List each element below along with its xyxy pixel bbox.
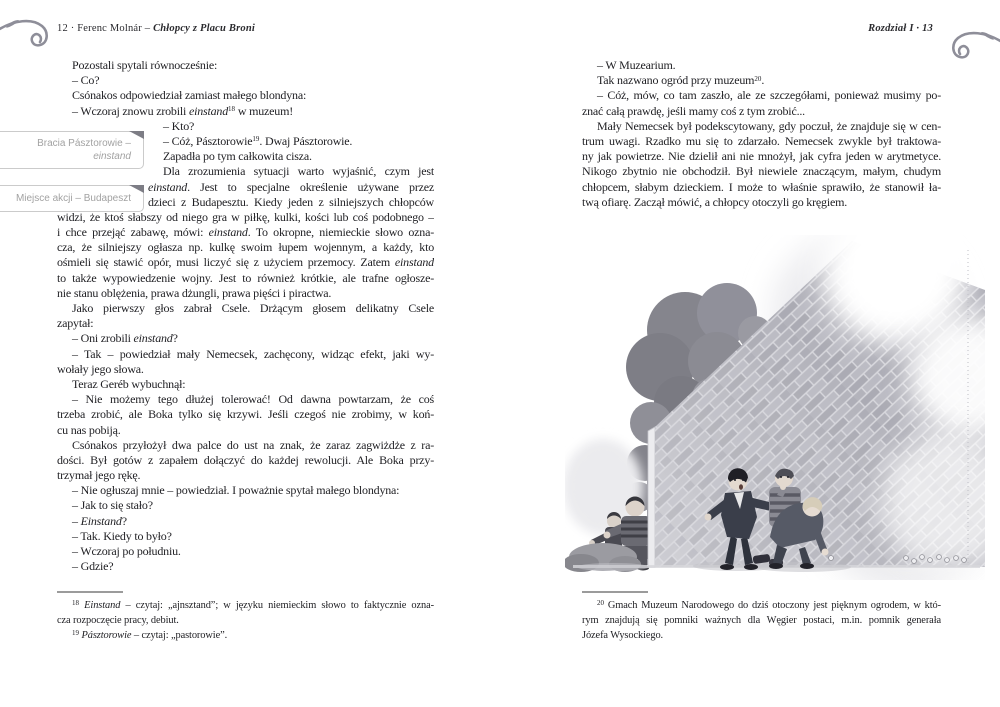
right-page-header	[868, 23, 933, 34]
margin-note-line: Bracia Pásztorowie –	[37, 138, 131, 149]
chapter-header: Rozdział I · 13	[868, 23, 933, 34]
paragraph	[582, 58, 941, 73]
text-segment: . To okropne, niemieckie słowo ozna-	[247, 225, 434, 240]
paragraph	[582, 73, 941, 88]
text-line	[57, 104, 434, 119]
text-line	[582, 195, 941, 210]
text-line	[148, 134, 434, 149]
text-line	[582, 58, 941, 73]
text-line	[57, 392, 434, 407]
text-segment: . Jest to specjalne określenie używane przez	[187, 179, 434, 194]
text-segment: .	[761, 73, 765, 88]
text-line	[582, 598, 941, 613]
flourish-right-icon	[944, 30, 1000, 64]
text-line	[57, 613, 434, 628]
flourish-left-icon	[0, 18, 56, 52]
text-segment: – Nie ogłuszaj mnie – powiedział. I poważnie spytał małego blondyna:	[72, 483, 400, 498]
text-segment: – Wczoraj po południu.	[72, 544, 181, 558]
text-segment: Zapadła po tym całkowita cisza.	[163, 149, 312, 164]
text-line	[582, 149, 941, 164]
text-segment: Pásztorowie	[79, 630, 132, 641]
text-line	[57, 514, 434, 529]
text-line	[57, 453, 434, 468]
paragraph	[57, 544, 434, 559]
text-line	[57, 423, 434, 438]
footnote-reference: 18	[72, 598, 79, 607]
text-line	[582, 134, 941, 149]
paragraph	[57, 88, 434, 103]
paragraph	[57, 529, 434, 544]
text-line	[582, 180, 941, 195]
paragraph	[57, 559, 434, 574]
left-footnote-divider	[57, 591, 123, 593]
text-line	[57, 58, 434, 73]
text-line	[57, 331, 434, 346]
paragraph	[582, 88, 941, 118]
paragraph	[582, 119, 941, 210]
text-segment: Einstand	[79, 600, 121, 611]
text-segment: Dla zrozumienia sytuacji warto wyjaśnić, czym jest	[163, 164, 434, 179]
text-segment: Einstand	[80, 513, 122, 528]
text-line	[57, 483, 434, 498]
text-segment: – Nie możemy tego dłużej tolerować! Od dawna powtarzam, że coś	[72, 392, 434, 407]
paragraph	[57, 73, 434, 88]
text-segment: trum uwagi. Rzadko mu się to zdarzało. Nemecsek zwykle był traktowa-	[582, 133, 941, 148]
text-segment: . Dwaj Pásztorowie.	[259, 133, 353, 148]
text-segment: w muzeum!	[235, 103, 293, 118]
paragraph	[582, 598, 941, 643]
text-segment: ośmieli się stawić opór, musi liczyć się z użyciem przemocy. Zatem	[57, 255, 395, 270]
text-segment: Pozostali spytali równocześnie:	[72, 58, 218, 72]
text-segment: – Tak – powiedział mały Nemecsek, zachęcony, widząc efekt, jaki wy-	[72, 346, 434, 361]
text-segment: dości. Był gotów z zapałem dołączyć do każdej rewolucji. Ale Boka przy-	[57, 452, 434, 467]
text-line	[57, 255, 434, 270]
text-line	[57, 598, 434, 613]
text-line	[57, 438, 434, 453]
text-segment: Mały Nemecsek był podekscytowany, gdy poczuł, że znajduje się w cen-	[597, 118, 941, 133]
text-line	[148, 119, 434, 134]
paragraph	[57, 483, 434, 498]
text-segment: Gmach Muzeum Narodowego do dziś otoczony jest pięknym ogrodem, w któ-	[604, 600, 941, 611]
illustration-boys-at-wall	[565, 235, 985, 580]
text-line	[57, 468, 434, 483]
text-line	[57, 88, 434, 103]
paragraph	[57, 392, 434, 438]
text-segment: – Tak. Kiedy to było?	[72, 528, 172, 543]
text-segment: chłopcem, słabym dzieckiem. I może to właśnie sprawiło, że stanowił ła-	[582, 179, 941, 194]
paragraph	[57, 347, 434, 377]
text-line	[57, 240, 434, 255]
text-segment: zapytał:	[57, 316, 94, 331]
right-footnote-divider	[582, 591, 648, 593]
text-segment: ny jak powietrze. Nie dzielił ani nie mnożył, jak cyfra jeden w arytmetyce.	[582, 149, 941, 164]
margin-note-line: einstand	[93, 151, 131, 162]
text-line	[57, 529, 434, 544]
text-segment: – Kto?	[163, 118, 195, 133]
paragraph	[57, 438, 434, 484]
text-segment: twą ofiarę. Zaczął mówić, a chłopcy otoczyli go kręgiem.	[582, 194, 848, 209]
text-segment: – czytaj: „pastorowie”.	[131, 630, 228, 641]
paragraph	[57, 377, 434, 392]
text-segment: ?	[172, 331, 178, 346]
text-line	[57, 301, 434, 316]
paragraph	[57, 598, 434, 628]
text-segment: – Cóż, mów, co tam zaszło, ale ze szczegółami, ponieważ musimy po-	[597, 88, 941, 103]
text-line	[57, 362, 434, 377]
text-line	[57, 210, 434, 225]
paragraph	[57, 498, 434, 513]
left-header-prefix: 12 · Ferenc Molnár –	[57, 23, 154, 34]
text-segment: to także wypowiedzenie wojny. Jest to również krótkie, ale trafne ogłosze-	[57, 270, 434, 285]
text-line	[582, 119, 941, 134]
text-segment: znać całą prawdę, jeśli mamy coś z tym zrobić...	[582, 103, 805, 118]
footnote-reference: 18	[228, 105, 236, 114]
left-page-header	[57, 23, 255, 34]
text-line	[57, 271, 434, 286]
text-segment: cza, że silniejszy ogłasza np. kulkę swoim łupem wojennym, a każdy, kto	[57, 240, 434, 255]
text-segment: –	[72, 513, 81, 528]
paragraph	[57, 58, 434, 73]
footnote-reference: 19	[72, 628, 79, 637]
text-segment: cu nas pobiją.	[57, 422, 121, 437]
book-title: Chłopcy z Placu Broni	[153, 23, 255, 34]
text-segment: nie stanu oblężenia, prawa dżungli, prawa pięści i piractwa.	[57, 285, 332, 300]
footnote-reference: 20	[754, 74, 762, 83]
paragraph	[57, 331, 434, 346]
text-segment: – Oni zrobili	[72, 331, 134, 346]
margin-note-line: Miejsce akcji – Budapeszt	[15, 193, 131, 204]
text-segment: wołały jego słowa.	[57, 361, 144, 376]
text-line	[582, 628, 941, 643]
text-segment: Nikogo zbytnio nie obchodził. Był niewiele znaczącym, małym, chudym	[582, 164, 941, 179]
text-line	[57, 628, 434, 643]
text-segment: Józefa Wysockiego.	[582, 630, 664, 641]
margin-note-wrap-spacer	[57, 119, 148, 209]
text-segment: einstand	[394, 255, 434, 270]
text-segment: – W Muzearium.	[597, 58, 676, 72]
text-line	[148, 164, 434, 179]
text-line	[582, 104, 941, 119]
text-line	[57, 347, 434, 362]
text-segment: ?	[121, 513, 127, 528]
text-segment: Csónakos odpowiedział zamiast małego blondyna:	[72, 88, 307, 103]
text-line	[57, 544, 434, 559]
text-segment: trzeba zrobić, ale Boka tylko się krzywi. Jeśli czegoś nie zrobimy, w koń-	[57, 407, 434, 422]
text-line	[57, 316, 434, 331]
text-segment: Tak nazwano ogród przy muzeum	[597, 73, 755, 88]
left-footnotes	[57, 598, 434, 643]
text-segment: Jako pierwszy głos zabrał Csele. Drżącym głosem delikatny Csele	[72, 301, 434, 315]
text-line	[57, 225, 434, 240]
left-body-top	[57, 58, 434, 119]
left-page-body	[57, 58, 434, 574]
footnote-reference: 20	[597, 598, 604, 607]
paragraph	[57, 514, 434, 529]
text-segment: cza rozpoczęcie pracy, debiut.	[57, 615, 179, 626]
text-line	[148, 180, 434, 195]
text-segment: widzi, że ktoś słabszy od niego gra w piłkę, kulki, kości lub coś podobnego –	[57, 209, 434, 224]
paragraph	[57, 628, 434, 643]
text-line	[582, 613, 941, 628]
text-segment: einstand	[188, 103, 229, 118]
text-line	[582, 88, 941, 103]
text-line	[148, 149, 434, 164]
text-segment: einstand	[208, 225, 248, 240]
text-segment: – Wczoraj znowu zrobili	[72, 103, 189, 118]
text-line	[148, 195, 434, 210]
text-segment: – Jak to się stało?	[72, 498, 153, 513]
text-segment: – Gdzie?	[72, 559, 114, 574]
text-line	[582, 164, 941, 179]
paragraph	[57, 301, 434, 331]
text-segment: – Co?	[72, 73, 100, 88]
right-page-body	[582, 58, 941, 210]
footnote-reference: 19	[252, 135, 260, 144]
text-line	[57, 498, 434, 513]
text-segment: – Cóż, Pásztorowie	[163, 133, 253, 148]
right-body-main	[582, 58, 941, 210]
text-segment: Csónakos przyłożył dwa palce do ust na znak, że zaraz zagwiżdże z ra-	[72, 437, 434, 452]
text-line	[57, 407, 434, 422]
text-segment: i chce przejąć zabawę, mówi:	[57, 225, 209, 240]
right-footnotes	[582, 598, 941, 643]
text-segment: Teraz Geréb wybuchnął:	[72, 376, 186, 391]
text-line	[57, 377, 434, 392]
text-segment: rym znajdują się pomniki ważnych dla Węgier postaci, m.in. pomnik generała	[582, 615, 941, 626]
text-segment: trzymał jego rękę.	[57, 468, 141, 483]
text-line	[582, 73, 941, 88]
text-segment: dzieci z Budapesztu. Kiedy jeden z silniejszych chłopców	[148, 194, 434, 209]
paragraph	[57, 104, 434, 119]
text-line	[57, 286, 434, 301]
text-segment: einstand	[133, 331, 173, 346]
text-segment: – czytaj: „ajnsztand”; w języku niemieckim słowo to faktycznie ozna-	[120, 600, 434, 611]
text-line	[57, 559, 434, 574]
text-line	[57, 73, 434, 88]
text-segment: einstand	[148, 179, 188, 194]
